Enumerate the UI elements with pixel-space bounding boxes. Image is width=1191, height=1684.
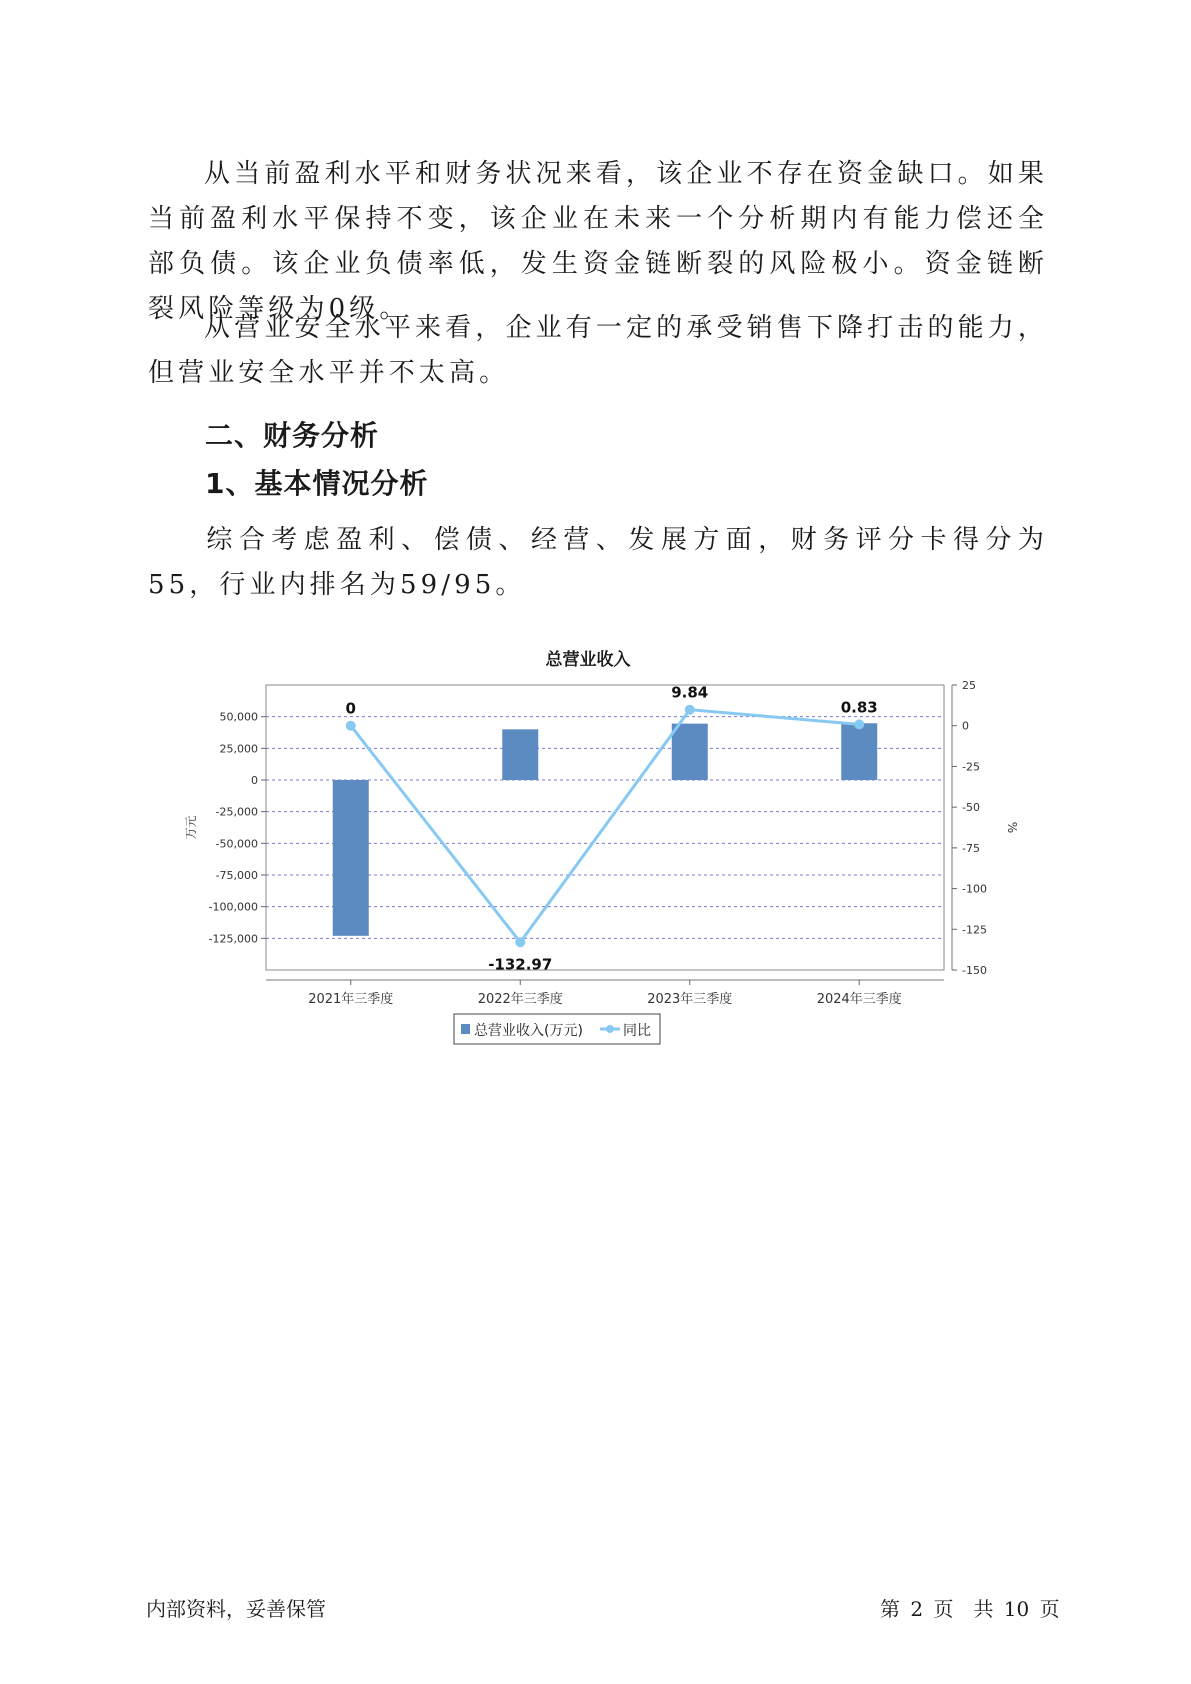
subsection-heading: 1、基本情况分析 [205,467,429,500]
yoy-point [515,937,525,947]
yoy-point [346,721,356,731]
left-tick-label: 25,000 [219,742,258,756]
paragraph-safety [148,306,1048,396]
legend-line-marker [606,1025,614,1033]
paragraph-score-text: 综合考虑盈利、偿债、经营、发展方面，财务评分卡得分为55，行业内排名为59/95。 [148,525,1048,600]
left-tick-label: -25,000 [215,805,258,819]
revenue-bar [672,724,708,780]
revenue-bar [841,723,877,780]
left-axis-label: 万元 [184,815,198,840]
yoy-data-label: 0 [345,699,356,718]
yoy-data-label: 0.83 [840,698,878,717]
x-tick-label: 2024年三季度 [816,992,902,1007]
right-tick-label: -25 [962,760,980,774]
right-tick-label: 25 [962,679,976,692]
right-tick-label: -75 [962,841,980,855]
section-heading: 二、财务分析 [205,419,380,452]
legend-bar-swatch [461,1024,470,1034]
left-tick-label: -75,000 [215,869,258,882]
x-tick-label: 2023年三季度 [647,992,733,1007]
yoy-point [685,705,695,715]
yoy-point [854,719,864,729]
yoy-data-label: 9.84 [671,683,709,702]
right-tick-label: -50 [962,801,980,815]
paragraph-safety-text: 从营业安全水平来看，企业有一定的承受销售下降打击的能力，但营业安全水平并不太高。 [148,313,1048,388]
yoy-data-label: -132.97 [488,955,553,974]
x-tick-label: 2022年三季度 [477,992,563,1007]
paragraph-funding-text: 从当前盈利水平和财务状况来看，该企业不存在资金缺口。如果当前盈利水平保持不变，该企业在未来一个分析期内有能力偿还全部负债。该企业负债率低，发生资金链断裂的风险极小。资金链断裂风险等级为0级。 [148,159,1048,324]
left-tick-label: -50,000 [215,837,258,851]
left-tick-label: 50,000 [219,710,258,724]
right-tick-label: -100 [962,882,987,896]
paragraph-funding [148,152,1048,332]
footer-confidential: 内部资料，妥善保管 [146,1597,326,1621]
right-tick-label: -125 [962,923,987,937]
revenue-bar [333,780,369,936]
left-tick-label: 0 [251,774,258,787]
revenue-bar [502,729,538,780]
legend-bar-label: 总营业收入(万元) [474,1023,583,1039]
right-axis-label: % [1005,821,1019,834]
legend-line-label: 同比 [623,1023,651,1039]
left-tick-label: -100,000 [208,900,258,914]
chart-title: 总营业收入 [545,650,631,670]
right-tick-label: -150 [962,964,987,977]
revenue-chart-svg [170,640,1030,1100]
revenue-chart [170,640,1030,1100]
left-tick-label: -125,000 [208,932,258,946]
footer-page-number: 第 2 页 共 10 页 [880,1597,1060,1621]
right-tick-label: 0 [962,719,969,733]
paragraph-score [148,518,1048,608]
x-tick-label: 2021年三季度 [308,992,394,1007]
